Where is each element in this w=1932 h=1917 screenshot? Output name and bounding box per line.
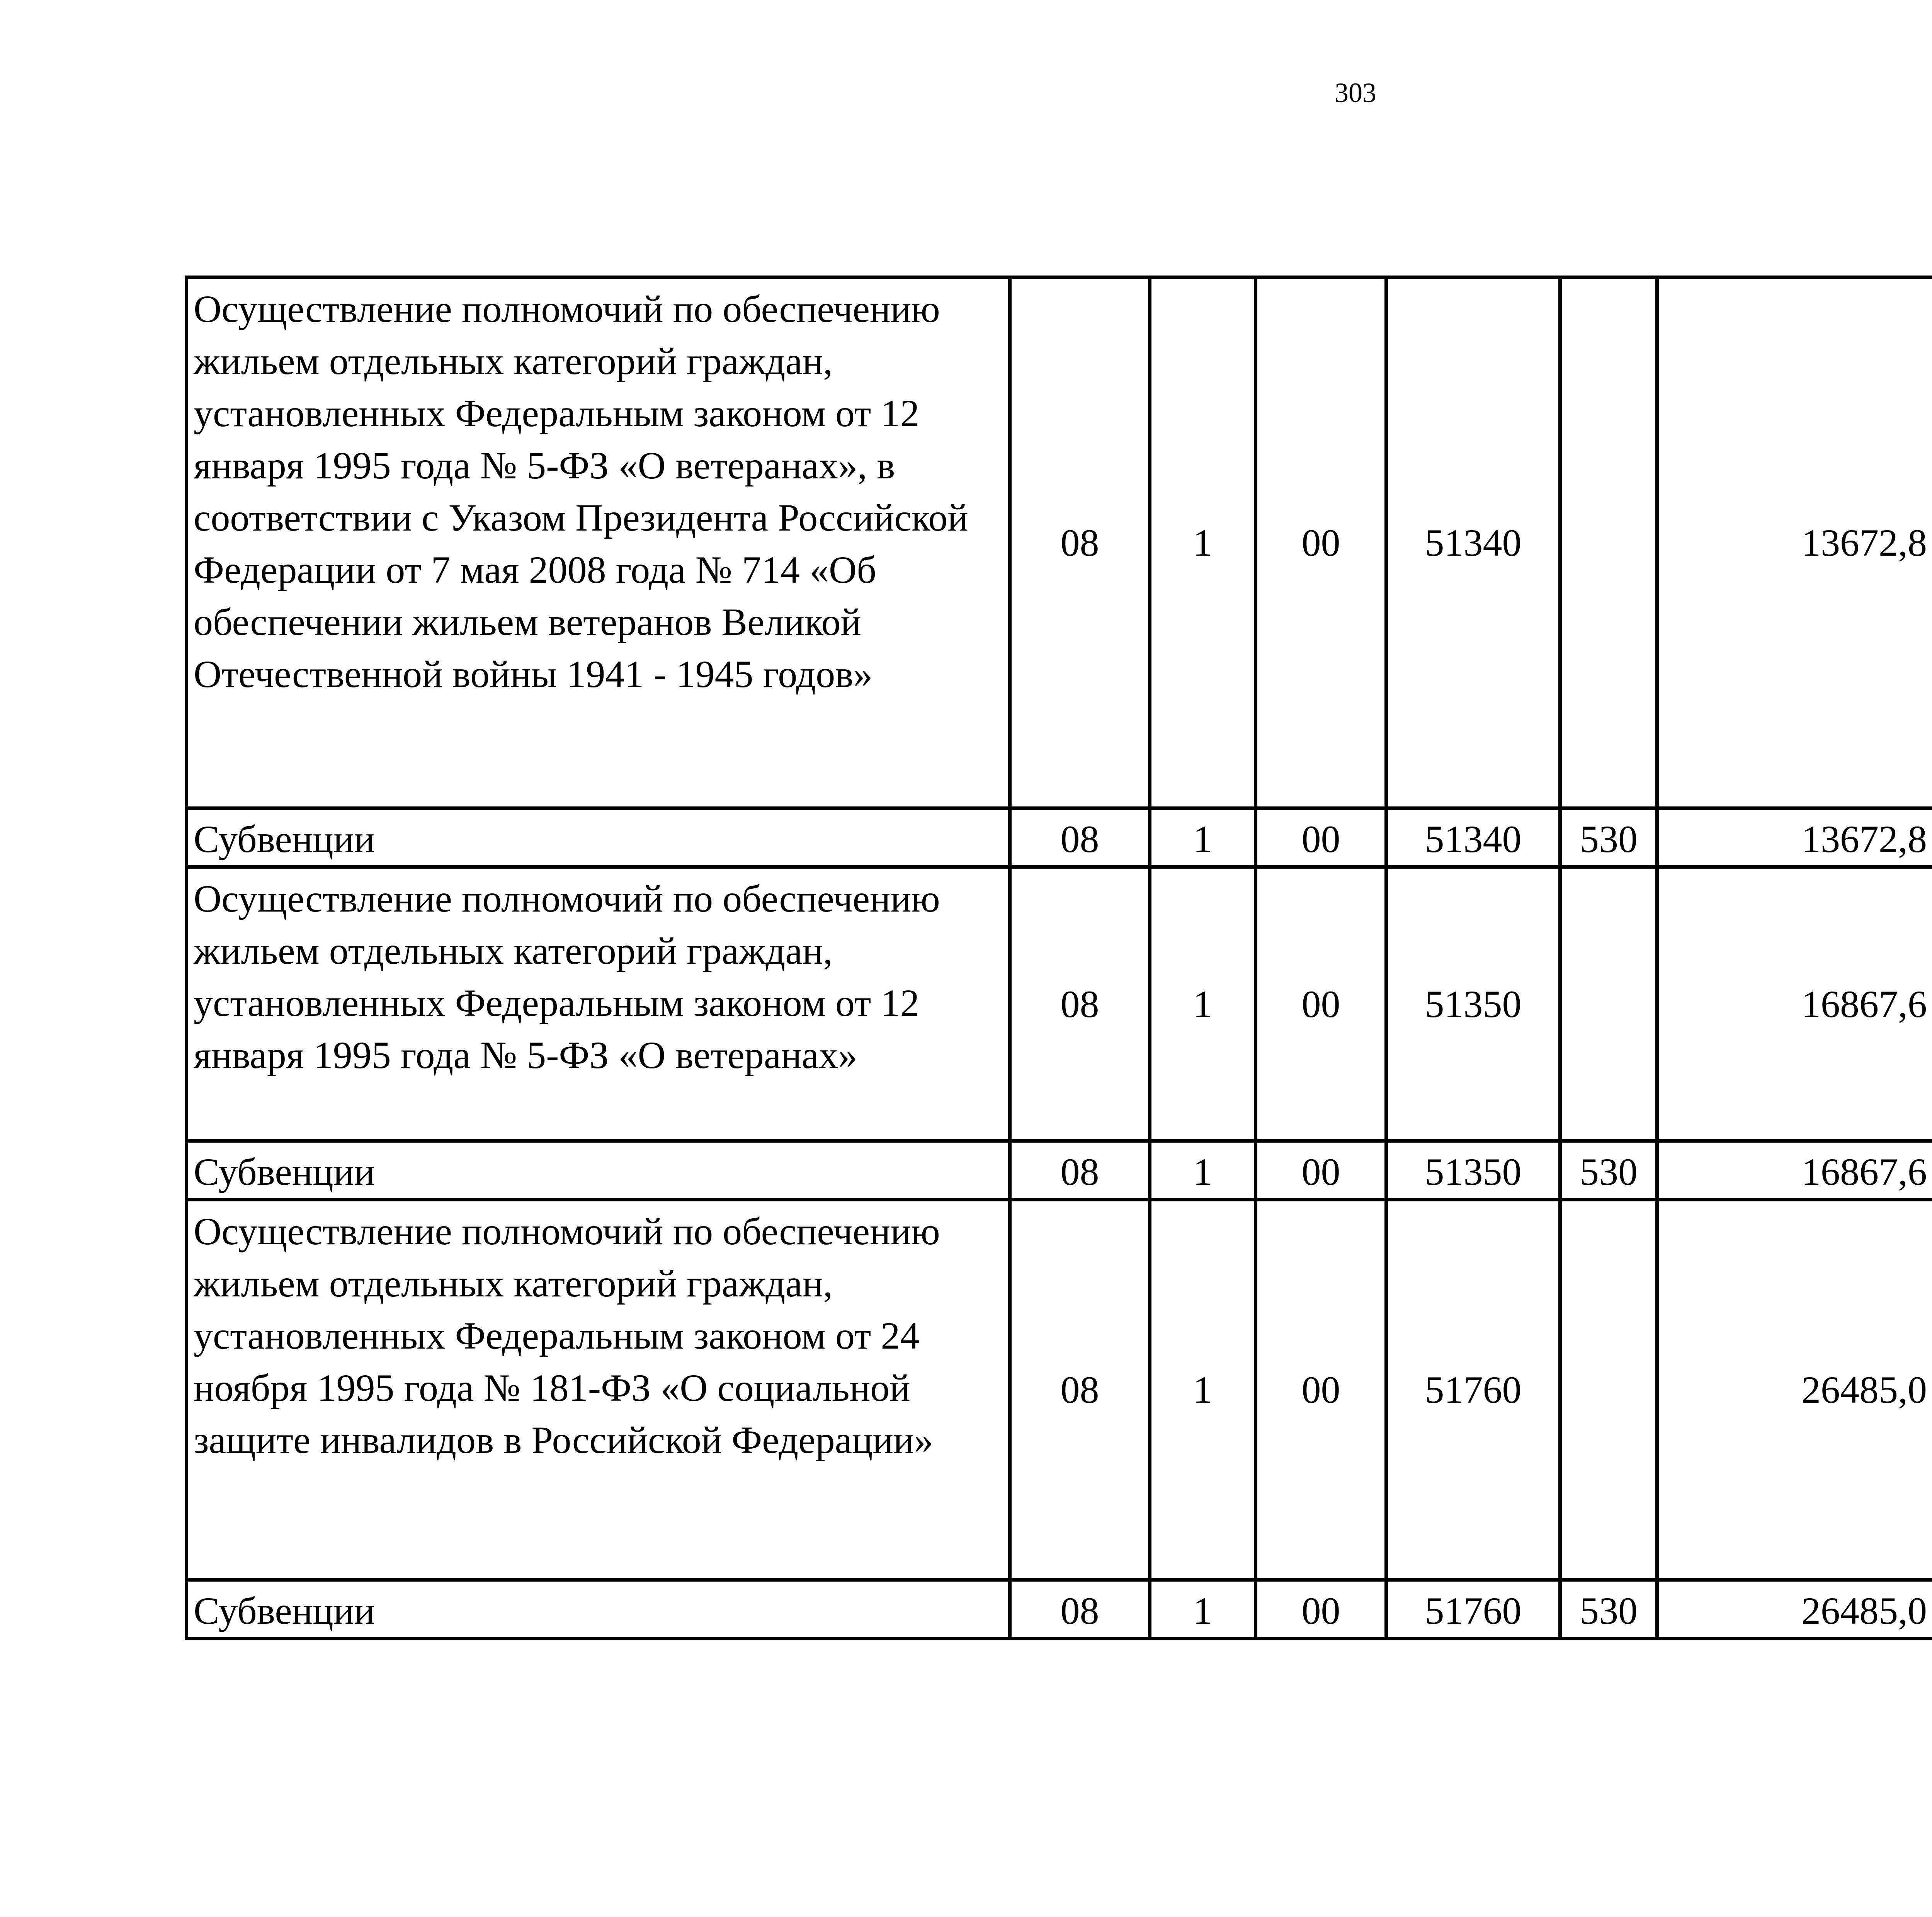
direction-code: 51350	[1386, 867, 1560, 1141]
subprogram-code: 00	[1256, 1200, 1386, 1580]
direction-code: 51340	[1386, 808, 1560, 867]
amount-year-1: 16867,6	[1657, 1141, 1932, 1200]
direction-code: 51340	[1386, 277, 1560, 808]
row-description: Осуществление полномочий по обеспечению жильем отдельных категорий граждан, установленных Федеральным законом от 12 января 1995 года № 5-ФЗ «О ветеранах», в соответствии с Указом Президента Российской Федерации от 7 мая 2008 года № 714 «Об обеспечении жильем ветеранов Великой Отечественной войны 1941 - 1945 годов»	[187, 277, 1010, 808]
amount-year-1: 13672,8	[1657, 277, 1932, 808]
subprogram-code: 00	[1256, 277, 1386, 808]
table-row	[187, 1141, 1932, 1200]
program-code: 1	[1150, 1200, 1256, 1580]
row-description: Субвенции	[187, 808, 1010, 867]
expense-type-code: 530	[1560, 1141, 1657, 1200]
section-code: 08	[1010, 1200, 1150, 1580]
table-row	[187, 808, 1932, 867]
program-code: 1	[1150, 808, 1256, 867]
section-code: 08	[1010, 277, 1150, 808]
table-row	[187, 1580, 1932, 1639]
table-row	[187, 867, 1932, 1141]
expense-type-code	[1560, 277, 1657, 808]
subprogram-code: 00	[1256, 1141, 1386, 1200]
section-code: 08	[1010, 1580, 1150, 1639]
program-code: 1	[1150, 277, 1256, 808]
amount-year-1: 26485,0	[1657, 1200, 1932, 1580]
table-row	[187, 277, 1932, 808]
direction-code: 51760	[1386, 1200, 1560, 1580]
page-number: 303	[1335, 77, 1376, 108]
section-code: 08	[1010, 867, 1150, 1141]
amount-year-1: 16867,6	[1657, 867, 1932, 1141]
section-code: 08	[1010, 808, 1150, 867]
row-description: Осуществление полномочий по обеспечению жильем отдельных категорий граждан, установленных Федеральным законом от 12 января 1995 года № 5-ФЗ «О ветеранах»	[187, 867, 1010, 1141]
expense-type-code	[1560, 1200, 1657, 1580]
expense-type-code: 530	[1560, 1580, 1657, 1639]
amount-year-1: 13672,8	[1657, 808, 1932, 867]
row-description: Субвенции	[187, 1141, 1010, 1200]
row-description: Субвенции	[187, 1580, 1010, 1639]
table-row	[187, 1200, 1932, 1580]
expense-type-code	[1560, 867, 1657, 1141]
expense-type-code: 530	[1560, 808, 1657, 867]
direction-code: 51760	[1386, 1580, 1560, 1639]
budget-table	[185, 276, 1932, 1640]
subprogram-code: 00	[1256, 808, 1386, 867]
subprogram-code: 00	[1256, 1580, 1386, 1639]
subprogram-code: 00	[1256, 867, 1386, 1141]
program-code: 1	[1150, 867, 1256, 1141]
program-code: 1	[1150, 1141, 1256, 1200]
amount-year-1: 26485,0	[1657, 1580, 1932, 1639]
direction-code: 51350	[1386, 1141, 1560, 1200]
program-code: 1	[1150, 1580, 1256, 1639]
row-description: Осуществление полномочий по обеспечению жильем отдельных категорий граждан, установленных Федеральным законом от 24 ноября 1995 года № 181-ФЗ «О социальной защите инвалидов в Российской Федерации»	[187, 1200, 1010, 1580]
section-code: 08	[1010, 1141, 1150, 1200]
